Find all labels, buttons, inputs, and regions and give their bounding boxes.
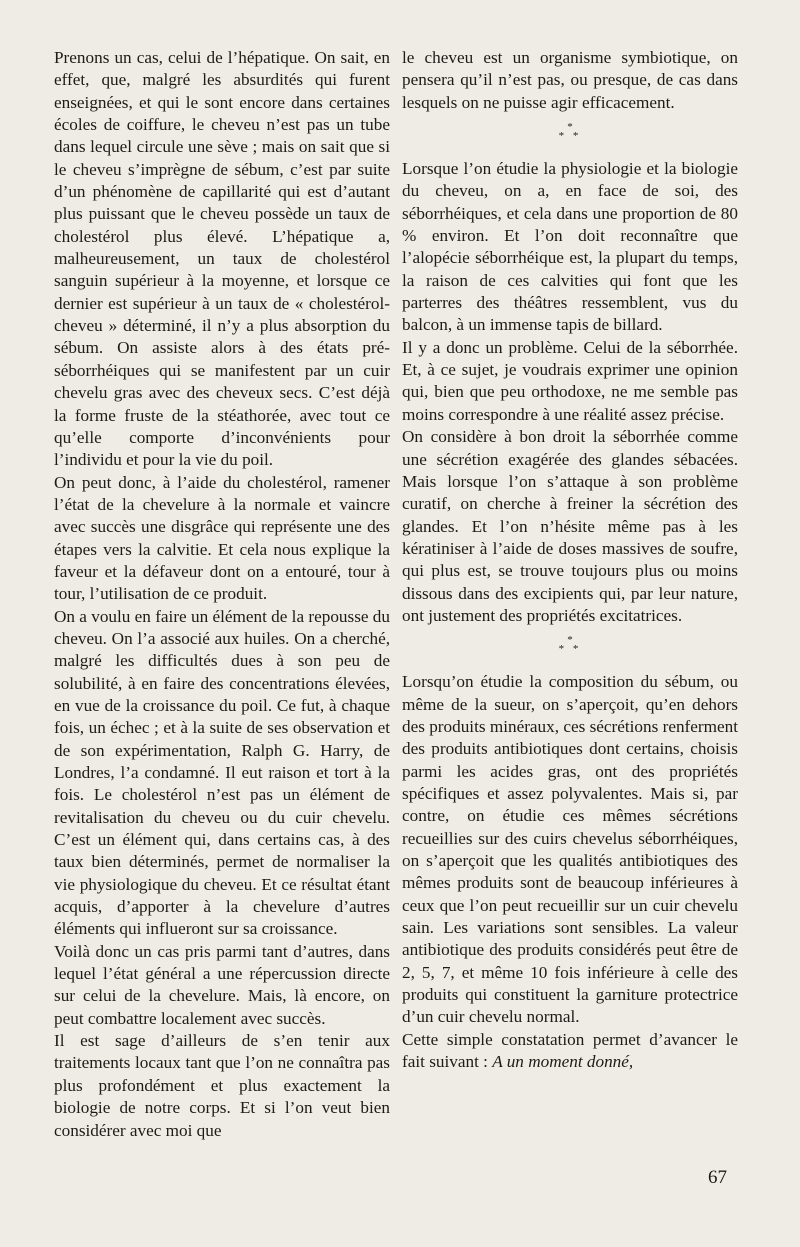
paragraph: Il y a donc un problème. Celui de la séborrhée. Et, à ce sujet, je voudrais exprimer une opinion qui, bien que peu orthodoxe, ne me semble pas moins correspondre à une réalité assez précise. xyxy=(402,337,738,424)
paragraph: Prenons un cas, celui de l’hépatique. On sait, en effet, que, malgré les absurdités qui furent enseignées, et qui le sont encore dans certaines écoles de coiffure, le cheveu n’est pas un tube dans lequel circule une sève ; mais on sait que si le cheveu s’imprègne de sébum, c’est par suite d’un phénomène de capillarité qui est d’autant plus puissant que le cheveu possède un taux de cholestérol plus élevé. L’hépatique a, malheureusement, un taux de cholestérol sanguin supérieur à la moyenne, et lorsque ce dernier est supérieur à un taux de « cholestérol-cheveu » déterminé, il n’y a plus absorption du sébum. On assiste alors à des états pré-séborrhéiques qui se manifestent par un cuir chevelu gras avec des cheveux secs. C’est déjà la forme fruste de la stéathorée, avec tout ce qu’elle comporte d’inconvénients pour l’individu et pour la vie du poil. xyxy=(54,48,390,470)
page-number: 67 xyxy=(708,1167,727,1188)
closing-text: Cette simple constatation permet d’avancer le fait suivant : xyxy=(402,1029,738,1072)
paragraph: Voilà donc un cas pris parmi tant d’autres, dans lequel l’état général a une répercussion directe sur celui de la chevelure. Mais, là encore, on peut combattre localement avec succès. xyxy=(54,941,390,1028)
asterism-bottom: * * xyxy=(558,643,582,656)
asterism-top: * xyxy=(567,121,573,134)
paragraph: Lorsqu’on étudie la composition du sébum, ou même de la sueur, on s’aperçoit, qu’en dehors des produits minéraux, ces sécrétions renferment des produits antibiotiques dont certains, choisis parmi les acides gras, ont des propriétés spécifiques et assez polyvalentes. Mais si, par contre, on étudie ces mêmes sécrétions recueillies sur des cuirs chevelus séborrhéiques, on s’aperçoit que les qualités antibiotiques des mêmes produits sont de beaucoup inférieures à ceux que l’on peut recueillir sur un cuir chevelu sain. Les variations sont sensibles. La valeur antibiotique des produits considérés peut être de 2, 5, 7, et même 10 fois inférieure à celle des produits qui constituent la garniture protectrice d’un cuir chevelu normal. xyxy=(402,672,738,1027)
closing-paragraph xyxy=(402,1029,738,1074)
paragraph: le cheveu est un organisme symbiotique, on pensera qu’il n’est pas, ou presque, de cas dans lesquels on ne puisse agir efficacement. xyxy=(402,48,738,112)
paragraph: On a voulu en faire un élément de la repousse du cheveu. On l’a associé aux huiles. On a cherché, malgré les difficultés dues à son peu de solubilité, à en faire des concentrations élevées, en vue de la croissance du poil. Ce fut, à chaque fois, un échec ; et à la suite de ses observation et de son expérimentation, Ralph G. Harry, de Londres, l’a condamné. Il eut raison et tort à la fois. Le cholestérol n’est pas un élément de revitalisation du cheveu ou du cuir chevelu. C’est un élément qui, dans certains cas, à des taux bien déterminés, permet de normaliser la vie physiologique du cheveu. Et ce résultat étant acquis, d’apporter à la chevelure d’autres éléments qui influeront sur sa croissance. xyxy=(54,606,390,939)
left-column xyxy=(54,47,390,1142)
paragraph: Il est sage d’ailleurs de s’en tenir aux traitements locaux tant que l’on ne connaîtra pas plus profondément et plus exactement la biologie de notre corps. Et si l’on veut bien considérer avec moi que xyxy=(54,1031,390,1140)
asterism-bottom: * * xyxy=(558,130,582,143)
asterism-top: * xyxy=(567,634,573,647)
paragraph: On peut donc, à l’aide du cholestérol, ramener l’état de la chevelure à la normale et vaincre avec succès une disgrâce qui représente une des étapes vers la calvitie. Et cela nous explique la faveur et la défaveur dont on a entouré, tour à tour, l’utilisation de ce produit. xyxy=(54,472,390,604)
section-break-asterism xyxy=(402,114,738,158)
paragraph: On considère à bon droit la séborrhée comme une sécrétion exagérée des glandes sébacées. Mais lorsque l’on s’attaque à son problème curatif, on cherche à freiner la sécrétion des glandes. Et l’on n’hésite même pas à les kératiniser à l’aide de doses massives de soufre, qui plus est, se trouve toujours plus ou moins dissous dans des excipients qui, par leur nature, ont justement des propriétés excitatrices. xyxy=(402,427,738,625)
right-column xyxy=(402,47,738,1073)
section-break-asterism xyxy=(402,627,738,671)
paragraph: Lorsque l’on étudie la physiologie et la biologie du cheveu, on a, en face de soi, des séborrhéiques, et cela dans une proportion de 80 % environ. Et l’on doit reconnaître que l’alopécie séborrhéique est, la plupart du temps, la raison de ces calvities qui font que les parterres des théâtres ressemblent, vus du balcon, à un immense tapis de billard. xyxy=(402,159,738,335)
closing-italic-text: A un moment donné, xyxy=(492,1052,634,1072)
